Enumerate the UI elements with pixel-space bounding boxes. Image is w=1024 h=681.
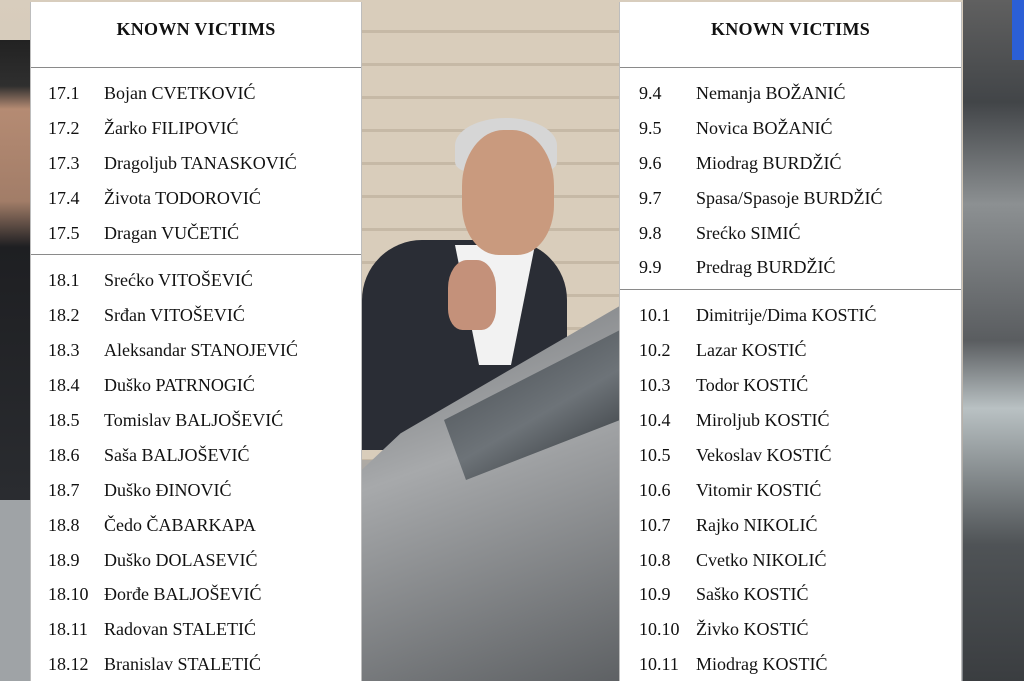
list-item xyxy=(620,577,961,612)
list-item xyxy=(31,508,361,543)
list-heading: KNOWN VICTIMS xyxy=(31,2,361,68)
list-item xyxy=(31,333,361,368)
item-number: 10.9 xyxy=(639,584,671,605)
list-heading: KNOWN VICTIMS xyxy=(620,2,961,68)
victim-name: Saško KOSTIĆ xyxy=(696,584,809,605)
victim-name: Spasa/Spasoje BURDŽIĆ xyxy=(696,187,883,208)
victim-name: Todor KOSTIĆ xyxy=(696,375,809,396)
item-number: 18.12 xyxy=(48,654,89,675)
victim-name: Nemanja BOŽANIĆ xyxy=(696,82,846,103)
victim-group xyxy=(620,68,961,290)
list-item xyxy=(31,76,361,111)
item-number: 18.7 xyxy=(48,479,80,500)
list-item xyxy=(31,368,361,403)
victim-name: Miodrag BURDŽIĆ xyxy=(696,152,842,173)
list-item xyxy=(620,333,961,368)
list-item xyxy=(31,298,361,333)
victim-name: Vekoslav KOSTIĆ xyxy=(696,444,832,465)
victim-name: Miodrag KOSTIĆ xyxy=(696,654,828,675)
victim-name: Rajko NIKOLIĆ xyxy=(696,514,818,535)
list-item xyxy=(620,543,961,578)
item-number: 17.1 xyxy=(48,82,80,103)
item-number: 18.1 xyxy=(48,270,80,291)
item-number: 9.6 xyxy=(639,152,662,173)
list-item xyxy=(31,111,361,146)
victim-name: Žarko FILIPOVIĆ xyxy=(104,117,239,138)
item-number: 10.8 xyxy=(639,549,671,570)
list-item xyxy=(620,76,961,111)
list-item xyxy=(620,647,961,681)
list-item xyxy=(31,181,361,216)
list-groups xyxy=(31,68,361,681)
victim-name: Bojan CVETKOVIĆ xyxy=(104,82,256,103)
victim-name: Duško PATRNOGIĆ xyxy=(104,375,255,396)
list-item xyxy=(620,403,961,438)
item-number: 18.9 xyxy=(48,549,80,570)
item-number: 10.11 xyxy=(639,654,679,675)
item-number: 18.5 xyxy=(48,409,80,430)
item-number: 10.10 xyxy=(639,619,680,640)
item-number: 10.7 xyxy=(639,514,671,535)
person-left-edge xyxy=(0,40,32,500)
item-number: 9.9 xyxy=(639,257,662,278)
item-number: 18.6 xyxy=(48,444,80,465)
victim-name: Branislav STALETIĆ xyxy=(104,654,262,675)
victim-name: Aleksandar STANOJEVIĆ xyxy=(104,340,299,361)
item-number: 17.5 xyxy=(48,222,80,243)
item-number: 17.4 xyxy=(48,187,80,208)
item-number: 17.2 xyxy=(48,117,80,138)
item-number: 9.8 xyxy=(639,222,662,243)
list-item xyxy=(31,577,361,612)
list-item xyxy=(620,508,961,543)
victim-name: Čedo ČABARKAPA xyxy=(104,514,256,535)
item-number: 10.6 xyxy=(639,479,671,500)
victim-name: Radovan STALETIĆ xyxy=(104,619,257,640)
victim-name: Duško ĐINOVIĆ xyxy=(104,479,232,500)
victim-name: Života TODOROVIĆ xyxy=(104,187,261,208)
list-item xyxy=(31,473,361,508)
item-number: 10.5 xyxy=(639,444,671,465)
item-number: 9.7 xyxy=(639,187,662,208)
list-groups xyxy=(620,68,961,681)
item-number: 18.2 xyxy=(48,305,80,326)
list-item xyxy=(620,473,961,508)
item-number: 17.3 xyxy=(48,152,80,173)
raised-hand xyxy=(448,260,496,330)
victim-name: Srđan VITOŠEVIĆ xyxy=(104,305,245,326)
list-item xyxy=(31,403,361,438)
list-item xyxy=(620,298,961,333)
item-number: 18.11 xyxy=(48,619,88,640)
victim-name: Saša BALJOŠEVIĆ xyxy=(104,444,250,465)
victim-name: Srećko SIMIĆ xyxy=(696,222,801,243)
item-number: 10.1 xyxy=(639,305,671,326)
item-number: 10.2 xyxy=(639,340,671,361)
list-item xyxy=(31,647,361,681)
victim-group xyxy=(620,290,961,681)
victim-name: Dragoljub TANASKOVIĆ xyxy=(104,152,297,173)
item-number: 18.4 xyxy=(48,375,80,396)
item-number: 10.4 xyxy=(639,409,671,430)
man-face xyxy=(462,130,554,255)
blue-light xyxy=(1012,0,1024,60)
list-item xyxy=(31,216,361,251)
item-number: 18.3 xyxy=(48,340,80,361)
victim-name: Novica BOŽANIĆ xyxy=(696,117,833,138)
list-item xyxy=(31,543,361,578)
item-number: 18.8 xyxy=(48,514,80,535)
victim-name: Tomislav BALJOŠEVIĆ xyxy=(104,409,284,430)
list-item xyxy=(31,612,361,647)
victim-name: Miroljub KOSTIĆ xyxy=(696,409,830,430)
list-item xyxy=(31,438,361,473)
victim-name: Živko KOSTIĆ xyxy=(696,619,809,640)
list-item xyxy=(620,111,961,146)
item-number: 9.5 xyxy=(639,117,662,138)
victim-name: Vitomir KOSTIĆ xyxy=(696,479,822,500)
victim-name: Lazar KOSTIĆ xyxy=(696,340,807,361)
list-item xyxy=(620,368,961,403)
photo-right-edge xyxy=(963,0,1024,681)
victims-list-right xyxy=(619,2,962,681)
list-item xyxy=(620,181,961,216)
list-item xyxy=(31,263,361,298)
car-left-edge xyxy=(0,500,30,681)
victim-name: Đorđe BALJOŠEVIĆ xyxy=(104,584,262,605)
list-item xyxy=(31,146,361,181)
victim-name: Cvetko NIKOLIĆ xyxy=(696,549,827,570)
list-item xyxy=(620,250,961,285)
list-item xyxy=(620,146,961,181)
victim-name: Dragan VUČETIĆ xyxy=(104,222,240,243)
victim-name: Predrag BURDŽIĆ xyxy=(696,257,836,278)
victim-name: Dimitrije/Dima KOSTIĆ xyxy=(696,305,877,326)
victims-list-left xyxy=(30,2,362,681)
list-item xyxy=(620,612,961,647)
item-number: 10.3 xyxy=(639,375,671,396)
victim-group xyxy=(31,255,361,681)
item-number: 9.4 xyxy=(639,82,662,103)
list-item xyxy=(620,438,961,473)
victim-name: Srećko VITOŠEVIĆ xyxy=(104,270,253,291)
victim-name: Duško DOLASEVIĆ xyxy=(104,549,258,570)
victim-group xyxy=(31,68,361,255)
list-item xyxy=(620,216,961,251)
item-number: 18.10 xyxy=(48,584,89,605)
